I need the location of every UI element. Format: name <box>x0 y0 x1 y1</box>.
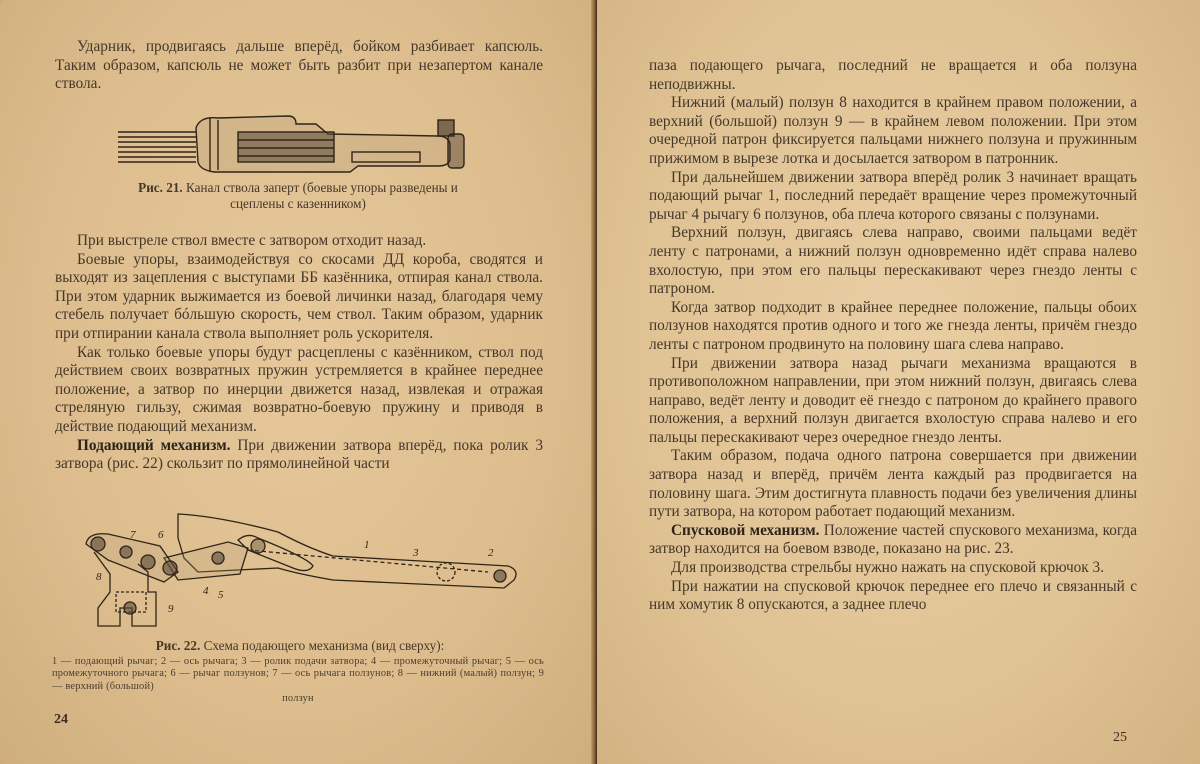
part-label-9: 9 <box>168 603 174 615</box>
figure-22-caption <box>90 638 510 654</box>
paragraph-firing: Для производства стрельбы нужно нажать на спусковой крючок 3. <box>671 559 1105 577</box>
paragraph-intro: Ударник, продвигаясь дальше вперёд, бойком разбивает капсюль. Таким образом, капсюль не может быть разбит при незапертом канале ствола. <box>55 38 543 93</box>
figure-21-caption-text: Канал ствола заперт (боевые упоры разведены и сцеплены с казенником) <box>186 180 458 211</box>
right-text <box>649 57 1137 615</box>
lever-axis-2 <box>494 570 506 582</box>
paragraph-trigger-text: Положение частей спускового механизма, когда затвор находится на боевом взводе, показано на рис. 23. <box>649 521 1138 558</box>
roller-3 <box>437 563 455 581</box>
paragraph-lower-slider: Нижний (малый) ползун 8 находится в крайнем правом положении, а верхний (большой) ползун 9 — в крайнем левом положении. При этом очередной патрон фиксируется пальцами нижнего ползуна и пружинным прижимом в вырезе лотка и досылается затвором в патронник. <box>649 94 1137 167</box>
paragraph-upper-slider: Верхний ползун, двигаясь слева направо, своими пальцами ведёт ленту с патронами, а нижний ползун одновременно идёт справа налево вхолостую, при этом его пальцы перескакивают через гнездо ленты с патроном. <box>649 224 1137 298</box>
intermediate-lever <box>164 542 248 580</box>
right-page <box>597 0 1200 764</box>
part-label-8: 8 <box>96 571 102 583</box>
paragraph-pressing: При нажатии на спусковой крючок переднее его плечо и связанный с ним хомутик 8 опускаются, а заднее плечо <box>649 577 1137 614</box>
paragraph-feed-text: При движении затвора вперёд, пока ролик 3 затвора (рис. 22) скользит по прямолинейной части <box>55 436 543 473</box>
part-label-3: 3 <box>413 547 419 559</box>
paragraph-recoil: При выстреле ствол вместе с затвором отходит назад. <box>77 232 427 249</box>
part-label-7: 7 <box>130 529 136 541</box>
left-page <box>0 0 596 764</box>
part-label-6: 6 <box>158 529 164 541</box>
figure-21-label: Рис. 21. <box>138 180 183 195</box>
figure-22-diagram <box>68 508 538 628</box>
paragraph-feed <box>55 437 543 474</box>
trigger-mechanism-heading: Спусковой механизм. <box>671 521 820 539</box>
figure-22-legend-tail: ползун <box>282 693 314 705</box>
paragraph-return: Как только боевые упоры будут расцеплены с казёнником, ствол под действием своих возвратных пружин устремляется в крайнее переднее положение, а затвор по инерции движется назад, извлекая и отражая стреляную гильзу, сжимая возвратно-боевую пружину и приводя в действие подающий механизм. <box>55 343 543 435</box>
figure-22-label: Рис. 22. <box>155 638 201 653</box>
figure-22-legend-text: 1 — подающий рычаг; 2 — ось рычага; 3 — ролик подачи затвора; 4 — промежуточный рычаг; 5 — ось промежуточного рычага; 6 — рычаг ползунов; 7 — ось рычага ползунов; 8 — нижний (малый) ползун; 9 — верхний (большой) <box>52 656 544 692</box>
page-number-left: 24 <box>54 712 68 727</box>
slider-axis-7 <box>120 546 132 558</box>
paragraph-summary: Таким образом, подача одного патрона совершается при движении затвора назад и вперёд, причём лента каждый раз продвигается на половину шага. Этим достигнута плавность подачи без увеличения длины пути затвора, на котором работает подающий механизм. <box>649 447 1137 521</box>
paragraph-front-position: Когда затвор подходит в крайнее переднее положение, пальцы обоих ползунов находятся против одного и того же гнезда ленты, причём гнездо ленты с патроном продвинуто на половину шага слева направо. <box>649 298 1137 353</box>
left-text-top <box>55 38 543 94</box>
part-label-1: 1 <box>364 539 370 551</box>
part-label-2: 2 <box>488 547 494 559</box>
paragraph-further-motion: При дальнейшем движении затвора вперёд ролик 3 начинает вращать подающий рычаг 1, последний передаёт вращение через промежуточный рычаг 4 рычагу 6 ползунов, оба плеча которого связаны с ползунами. <box>649 168 1137 223</box>
paragraph-backward-motion: При движении затвора назад рычаги механизма вращаются в противоположном направлении, при этом нижний ползун, двигаясь слева направо, ведёт ленту и доводит её гнездо с патроном до крайнего правого положения, а верхний ползун двигается вхолостую справа налево и его пальцы перескакивают через очередное гнездо ленты. <box>649 354 1137 446</box>
paragraph-lugs: Боевые упоры, взаимодействуя со скосами ДД короба, сводятся и выходят из зацепления с выступами ББ казённика, отпирая канал ствола. При этом ударник выжимается из боевой личинки назад, благодаря чему стебель получает бóльшую скорость, чем ствол. Таким образом, ударник при отпирании канала ствола выполняет роль ускорителя. <box>55 250 543 342</box>
figure-22-legend <box>52 656 544 706</box>
paragraph-trigger <box>649 522 1137 559</box>
paragraph-continuation: паза подающего рычага, последний не вращается и оба ползуна неподвижны. <box>649 57 1137 93</box>
feed-mechanism-heading: Подающий механизм. <box>77 436 231 454</box>
figure-21-caption <box>118 180 478 212</box>
part-label-4: 4 <box>203 585 209 597</box>
page-number-right: 25 <box>1113 730 1127 745</box>
part-label-5: 5 <box>218 589 224 601</box>
barrel-lines <box>118 132 196 162</box>
figure-21-illustration <box>118 110 488 180</box>
intermediate-axis-5 <box>212 552 224 564</box>
left-text-middle <box>55 232 543 474</box>
figure-22-caption-text: Схема подающего механизма (вид сверху): <box>203 638 445 653</box>
